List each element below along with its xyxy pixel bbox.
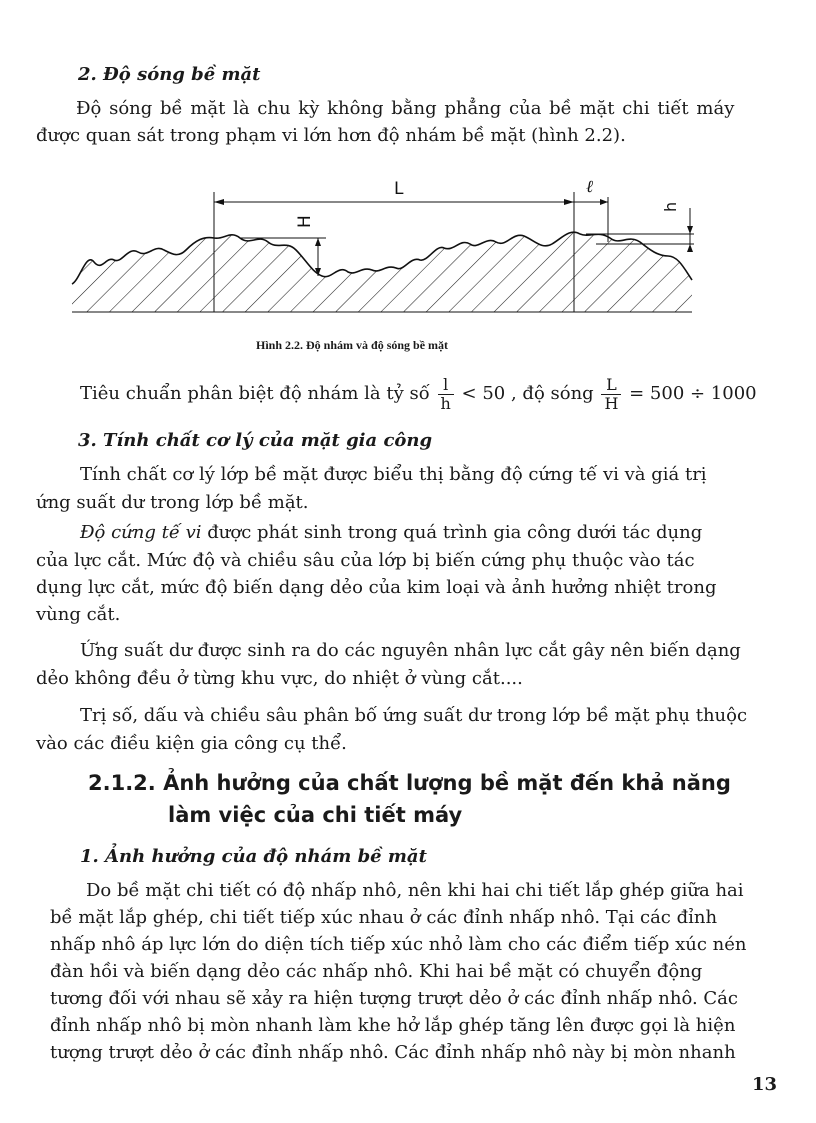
paragraph-line: được quan sát trong phạm vi lớn hơn độ nhám bề mặt (hình 2.2). (36, 125, 626, 146)
paragraph-line: Trị số, dấu và chiều sâu phân bố ứng suất dư trong lớp bề mặt phụ thuộc (80, 705, 748, 726)
label-L: L (394, 179, 404, 199)
surface-profile-figure (0, 172, 816, 322)
section-heading-wave: 2. Độ sóng bề mặt (78, 64, 261, 85)
paragraph-text: được phát sinh trong quá trình gia công dưới tác dụng (201, 522, 703, 543)
fraction-numerator: l (438, 376, 454, 395)
paragraph-line (80, 522, 702, 544)
criterion-suffix: = 500 ÷ 1000 (629, 383, 757, 404)
fraction-L-H (601, 376, 621, 413)
label-l: ℓ (586, 177, 594, 197)
paragraph-line: Độ sóng bề mặt là chu kỳ không bằng phẳng của bề mặt chi tiết máy (76, 98, 735, 119)
paragraph-line: Do bề mặt chi tiết có độ nhấp nhô, nên khi hai chi tiết lắp ghép giữa hai (86, 880, 744, 901)
fraction-denominator: H (604, 393, 619, 413)
fraction-l-h (438, 376, 454, 413)
section-heading-mechanical: 3. Tính chất cơ lý của mặt gia công (78, 430, 433, 451)
paragraph-line: Tính chất cơ lý lớp bề mặt được biểu thị bằng độ cứng tế vi và giá trị (80, 464, 707, 485)
paragraph-line: đỉnh nhấp nhô bị mòn nhanh làm khe hở lắp ghép tăng lên được gọi là hiện (50, 1015, 736, 1036)
criterion-middle: < 50 , độ sóng (461, 383, 594, 404)
paragraph-line: Ứng suất dư được sinh ra do các nguyên nhân lực cắt gây nên biến dạng (80, 640, 741, 661)
paragraph-line: vùng cắt. (36, 604, 121, 625)
page-number: 13 (752, 1074, 778, 1095)
criterion-prefix: Tiêu chuẩn phân biệt độ nhám là tỷ số (80, 383, 430, 404)
paragraph-line: dẻo không đều ở từng khu vực, do nhiệt ở vùng cắt.... (36, 668, 523, 689)
section-heading-2-1-2-cont: làm việc của chi tiết máy (168, 803, 463, 827)
paragraph-line: ứng suất dư trong lớp bề mặt. (36, 492, 309, 513)
paragraph-line: bề mặt lắp ghép, chi tiết tiếp xúc nhau ở các đỉnh nhấp nhô. Tại các đỉnh (50, 907, 718, 928)
section-heading-roughness: 1. Ảnh hưởng của độ nhám bề mặt (80, 846, 427, 867)
figure-caption: Hình 2.2. Độ nhám và độ sóng bề mặt (256, 338, 449, 352)
paragraph-line: dụng lực cắt, mức độ biến dạng dẻo của kim loại và ảnh hưởng nhiệt trong (36, 577, 717, 598)
paragraph-line: nhấp nhô áp lực lớn do diện tích tiếp xúc nhỏ làm cho các điểm tiếp xúc nén (50, 934, 747, 955)
label-H: H (295, 215, 315, 228)
paragraph-line: của lực cắt. Mức độ và chiều sâu của lớp bị biến cứng phụ thuộc vào tác (36, 550, 695, 571)
paragraph-line: vào các điều kiện gia công cụ thể. (36, 733, 347, 754)
paragraph-line: tương đối với nhau sẽ xảy ra hiện tượng trượt dẻo ở các đỉnh nhấp nhô. Các (50, 988, 738, 1009)
paragraph-line: tượng trượt dẻo ở các đỉnh nhấp nhô. Các đỉnh nhấp nhô này bị mòn nhanh (50, 1042, 736, 1063)
paragraph-line: đàn hồi và biến dạng dẻo các nhấp nhô. Khi hai bề mặt có chuyển động (50, 961, 703, 982)
emphasis-term: Độ cứng tế vi (80, 522, 202, 543)
criterion-line (80, 374, 757, 414)
fraction-numerator: L (601, 376, 621, 395)
fraction-denominator: h (440, 393, 451, 413)
section-heading-2-1-2: 2.1.2. Ảnh hưởng của chất lượng bề mặt đến khả năng (88, 771, 731, 795)
label-h: h (661, 201, 680, 212)
